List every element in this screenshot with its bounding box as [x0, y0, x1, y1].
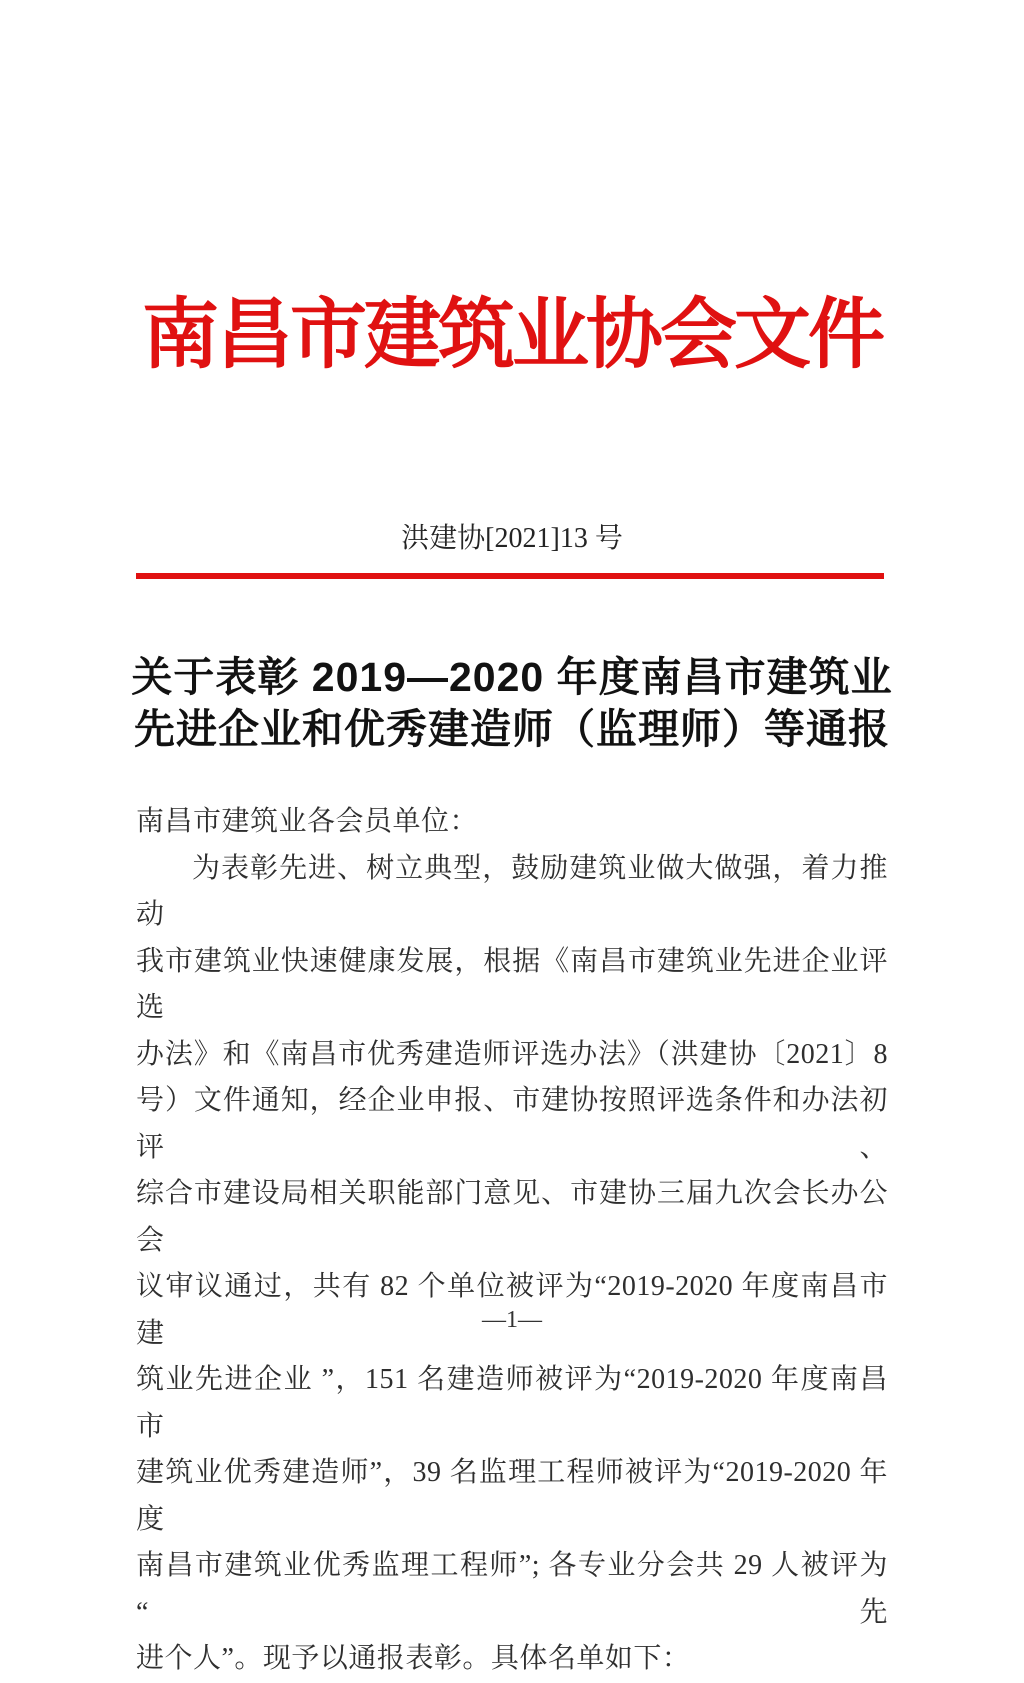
agency-title: 南昌市建筑业协会文件 — [142, 292, 882, 378]
body-line: 南昌市建筑业优秀监理工程师”; 各专业分会共 29 人被评为“先 — [136, 1550, 888, 1628]
body-line: 进个人”。现予以通报表彰。具体名单如下： — [136, 1643, 691, 1674]
body-line: 建筑业优秀建造师”，39 名监理工程师被评为“2019-2020 年度 — [136, 1457, 888, 1535]
notice-title — [0, 651, 1024, 755]
doc-number: 洪建协[2021]13 号 — [401, 523, 623, 554]
body-line: 号）文件通知，经企业申报、市建协按照评选条件和办法初评、 — [136, 1085, 888, 1163]
red-divider — [136, 573, 884, 579]
body-line: 筑业先进企业 ”，151 名建造师被评为“2019-2020 年度南昌市 — [136, 1364, 888, 1442]
notice-title-line2: 先进企业和优秀建造师（监理师）等通报 — [134, 706, 890, 752]
notice-title-line1: 关于表彰 2019—2020 年度南昌市建筑业 — [131, 654, 893, 700]
salutation: 南昌市建筑业各会员单位： — [136, 806, 479, 837]
page-number: —1— — [482, 1307, 542, 1333]
body-line: 综合市建设局相关职能部门意见、市建协三届九次会长办公会 — [136, 1178, 888, 1256]
body-line: 办法》和《南昌市优秀建造师评选办法》（洪建协〔2021〕8 — [136, 1038, 888, 1070]
body-line: 议审议通过，共有 82 个单位被评为“2019-2020 年度南昌市建 — [136, 1271, 888, 1349]
body-line: 为表彰先进、树立典型，鼓励建筑业做大做强，着力推动 — [136, 852, 888, 930]
notice-body — [136, 799, 888, 1683]
body-line: 我市建筑业快速健康发展，根据《南昌市建筑业先进企业评选 — [136, 945, 888, 1023]
